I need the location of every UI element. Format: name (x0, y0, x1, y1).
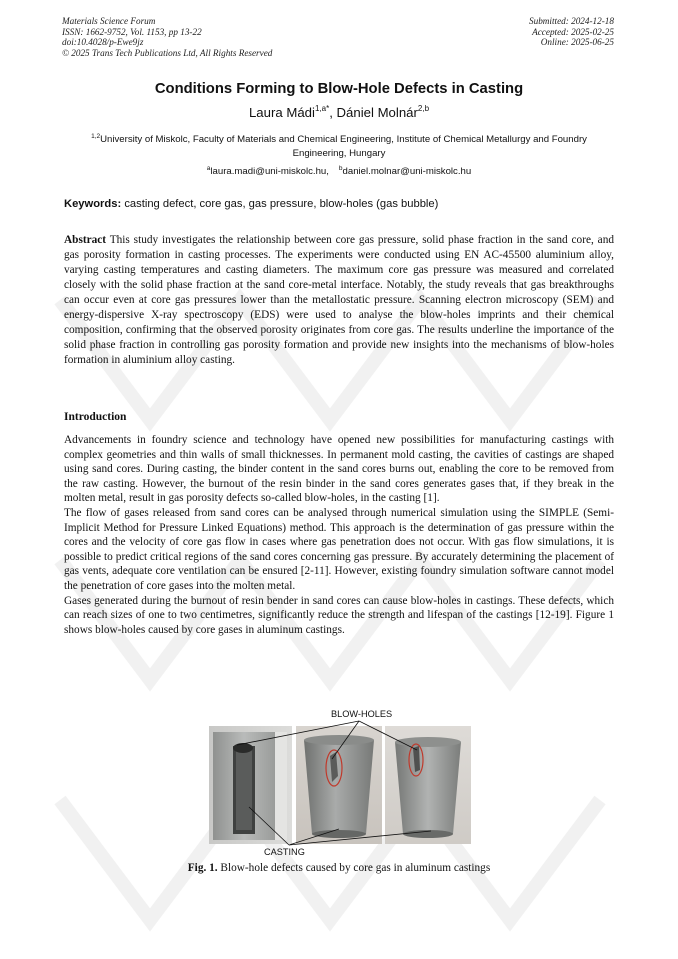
abstract-label: Abstract (64, 234, 107, 246)
figure-label-casting: CASTING (264, 847, 305, 857)
author-emails (0, 165, 678, 177)
caption-text: Blow-hole defects caused by core gas in aluminum castings (220, 862, 491, 874)
issn-line: ISSN: 1662-9752, Vol. 1153, pp 13-22 (62, 26, 202, 37)
submitted-date: Submitted: 2024-12-18 (529, 16, 614, 26)
keywords (64, 198, 616, 210)
paragraph: The flow of gases released from sand cores can be analysed through numerical simulation using the SIMPLE (Semi- Implicit Method for Pressure Linked Equations) method. This approach is the determination of gas pressure within the cores and the velocity of core gas flow in cases where gas penetration does not occur. With gas flow simulations, it is possible to predict critical regions of the sand cores concerning gas pressure. By accurately determining the placement of gas vents, adequate core ventilation can be ensured [2-11]. However, existing foundry simulation software cannot model the penetration of core gases into the molten metal. (64, 506, 614, 592)
email-link[interactable]: laura.madi@uni-miskolc.hu, (210, 166, 329, 177)
email-superscript: a (206, 165, 211, 172)
paragraph: Gases generated during the burnout of resin bender in sand cores can cause blow-holes in castings. These defects, which can reach sizes of one to two centimetres, significantly reduce the strength and lifespan of the castings [12-19]. Figure 1 shows blow-holes caused by core gases in aluminum castings. (64, 594, 614, 636)
caption-label: Fig. 1. (187, 862, 218, 874)
section-heading-introduction: Introduction (64, 411, 127, 423)
affiliation-superscript: 1,2 (91, 133, 101, 140)
journal-name: Materials Science Forum (62, 16, 156, 26)
figure-label-blow-holes: BLOW-HOLES (331, 709, 393, 719)
affiliation (64, 130, 614, 160)
doi-line: doi:10.4028/p-Ewe9jz (62, 37, 144, 48)
online-date: Online: 2025-06-25 (540, 37, 614, 48)
header-publication-info (62, 16, 272, 58)
abstract (64, 233, 614, 368)
author-name: Laura Mádi (248, 105, 315, 120)
email-link[interactable]: daniel.molnar@uni-miskolc.hu (342, 166, 472, 177)
author-name: Dániel Molnár (336, 105, 418, 120)
abstract-text: This study investigates the relationship between core gas pressure, solid phase fraction in the sand core, and gas porosity formation in casting processes. The experiments were conducted using EN AC-45500 aluminium alloy, varying casting temperatures and casting diameters. The maximum core gas pressure was measured and correlated closely with the solid phase fraction at the sand core-metal interface. Notably, the study reveals that gas breakthroughs can occur even at core gas pressures lower than the metallostatic pressure. Scanning electron microscopy (SEM) and energy-dispersive X-ray spectroscopy (EDS) were used to analyse the blow-holes imprints and their chemical composition, confirming that the observed porosity originates from core gas. The results underline the importance of the solid phase fraction in controlling gas porosity formation and provide new insights into the mechanisms of blow-holes formation in aluminium alloy casting. (64, 234, 614, 366)
keywords-text: casting defect, core gas, gas pressure, blow-holes (gas bubble) (124, 198, 439, 210)
figure-pointer-lines (209, 707, 471, 862)
paper-title: Conditions Forming to Blow-Hole Defects in Casting (154, 81, 524, 97)
email-superscript: b (338, 165, 343, 172)
author-superscript: 1,a* (314, 104, 330, 113)
figure-1 (209, 707, 471, 862)
paragraph: Advancements in foundry science and technology have opened new possibilities for manufacturing castings with complex geometries and thin walls of small thicknesses. In permanent mold casting, the cavities of castings are shaped using sand cores. During casting, the binder content in the sand cores burns out, enabling the core to be removed from the raw casting. However, the burnout of the resin binder in the sand cores generates gases that, if they break in the molten metal, result in gas porosity defects so-called blow-holes, in the casting [1]. (64, 434, 614, 505)
keywords-label: Keywords: (64, 198, 122, 210)
author-list (0, 104, 678, 120)
author-separator: , (329, 105, 337, 120)
accepted-date: Accepted: 2025-02-25 (532, 26, 614, 37)
introduction-body (64, 433, 614, 637)
copyright-line: © 2025 Trans Tech Publications Ltd, All Rights Reserved (62, 47, 273, 58)
author-superscript: 2,b (417, 104, 430, 113)
figure-caption (0, 862, 678, 874)
affiliation-text: University of Miskolc, Faculty of Materials and Chemical Engineering, Institute of Chemical Metallurgy and Foundry Engineering, Hungary (100, 134, 587, 159)
header-dates (529, 16, 614, 48)
